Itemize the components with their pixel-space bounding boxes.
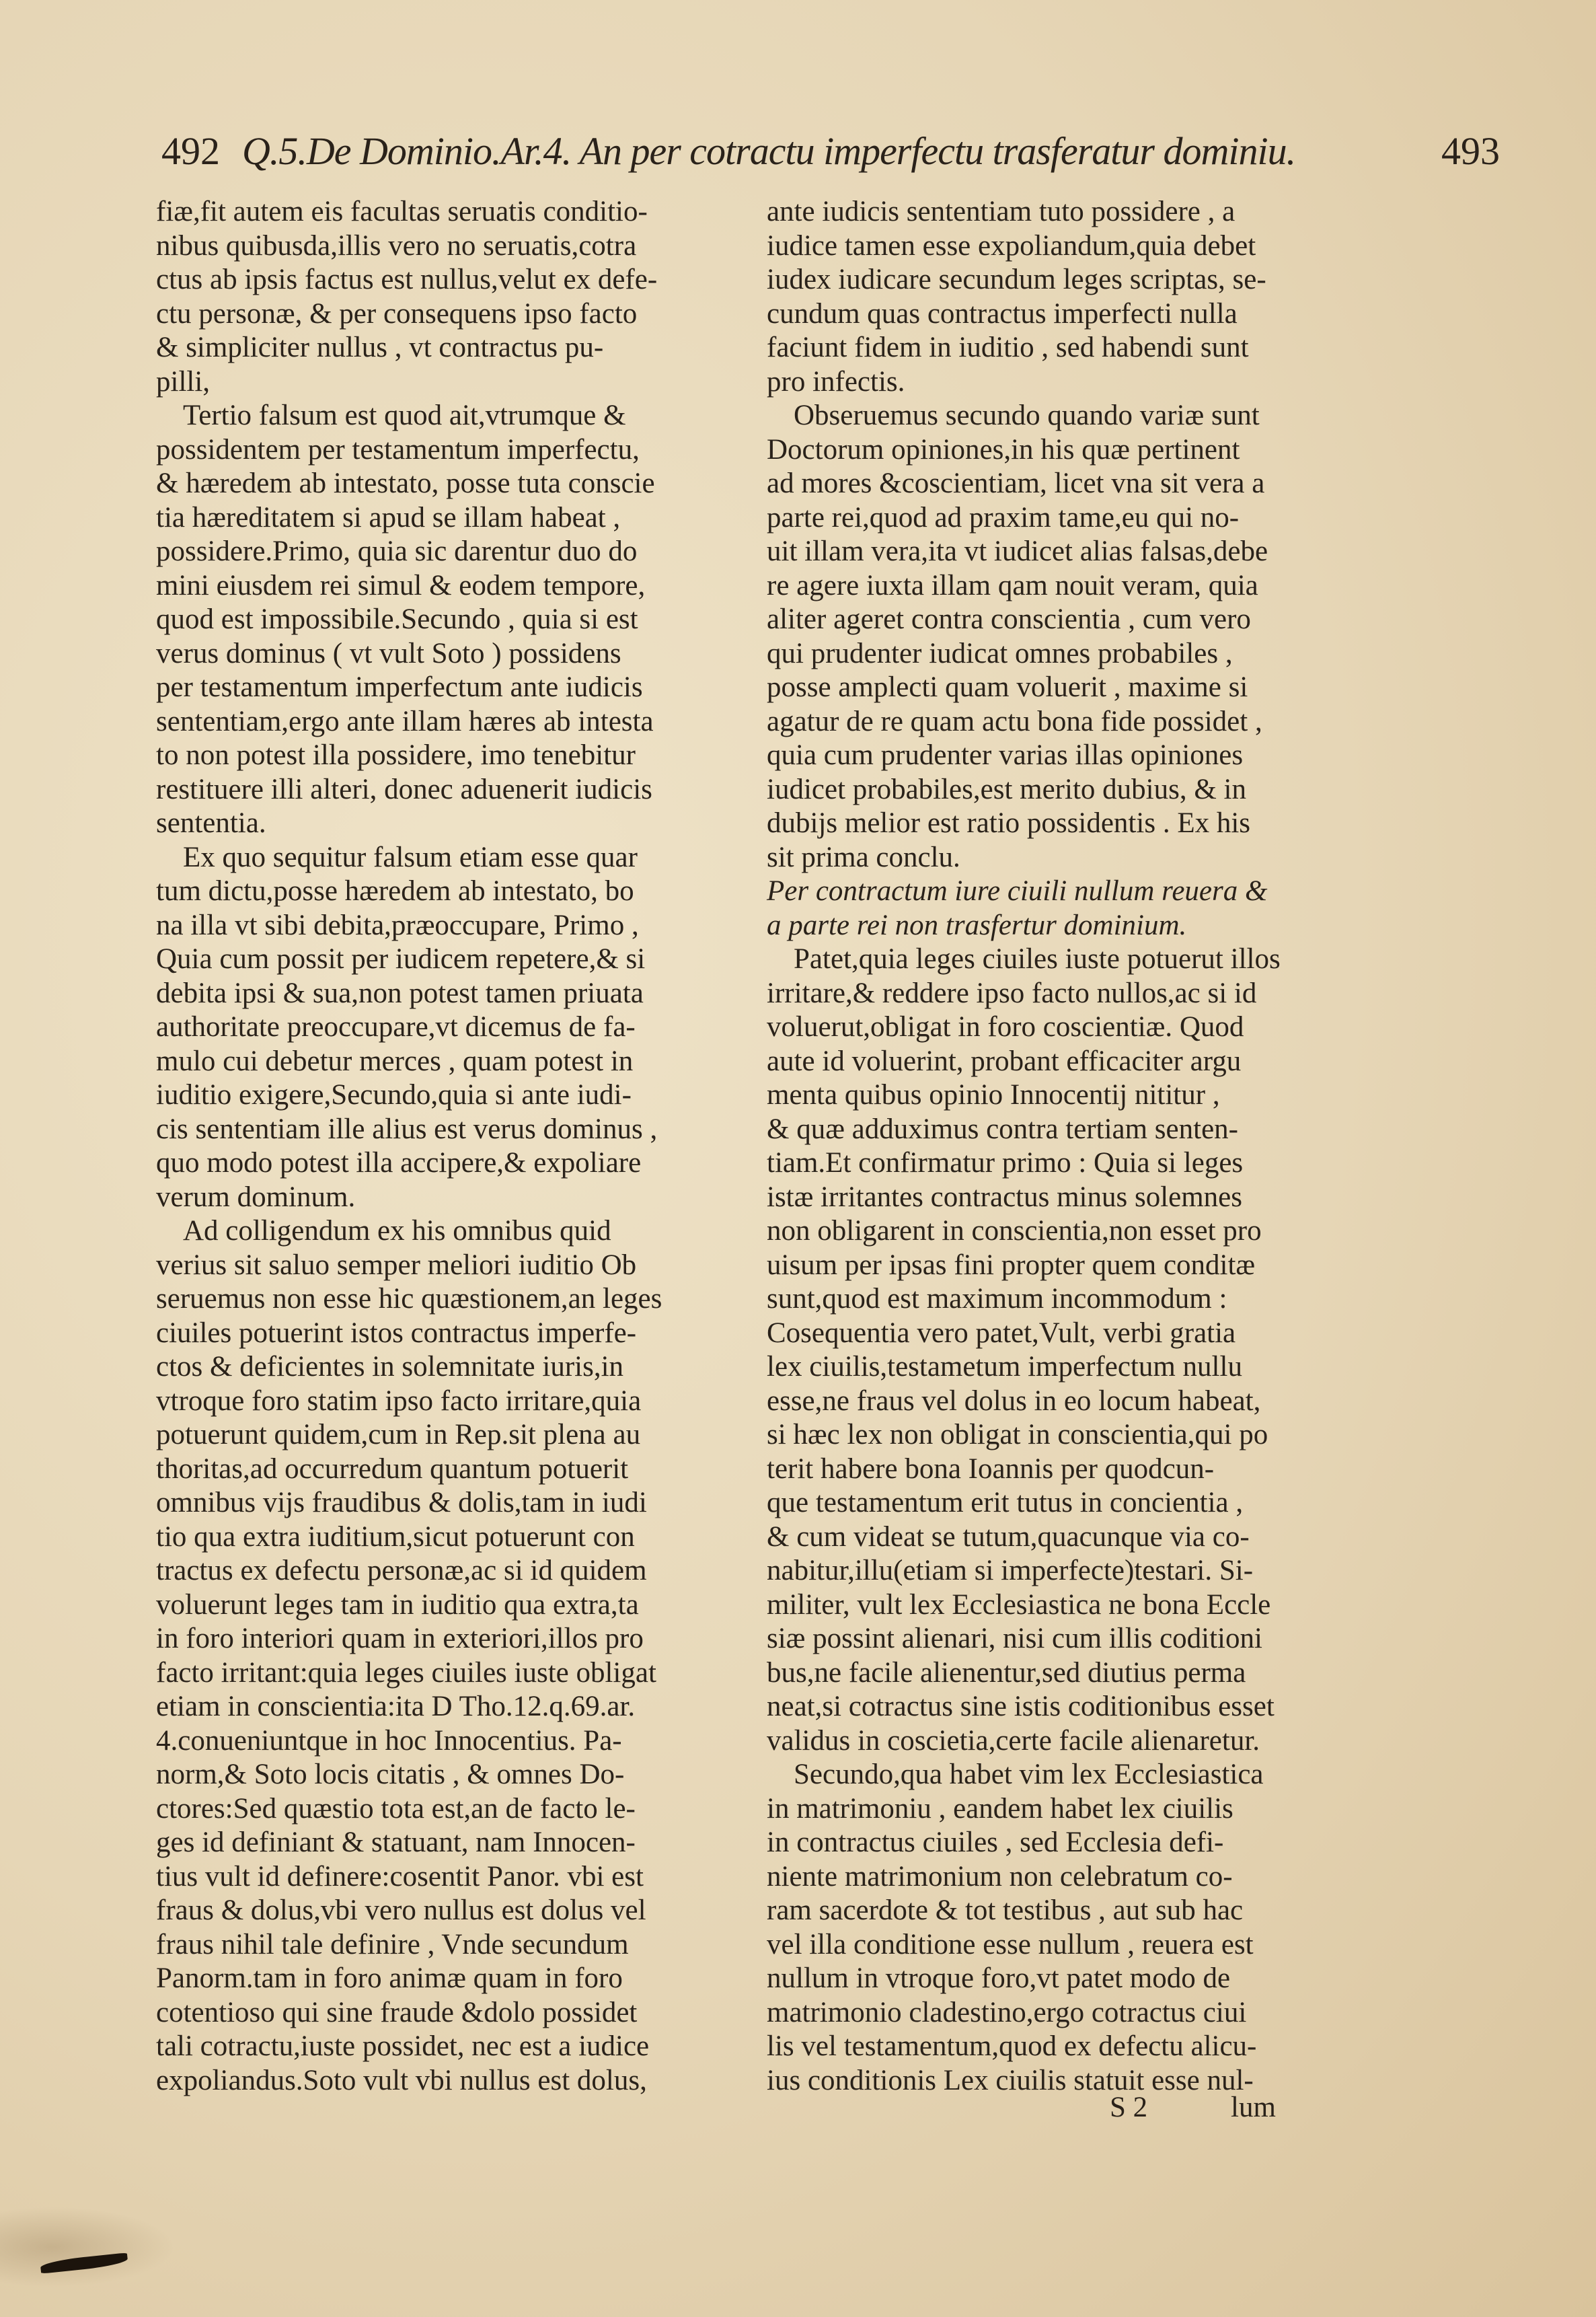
text-line: voluerut,obligat in foro coscientiæ. Quod: [767, 1011, 1244, 1043]
text-line: pilli,: [156, 365, 211, 398]
text-line: 4.conueniuntque in hoc Innocentius. Pa-: [156, 1724, 622, 1757]
text-line: lex ciuilis,testametum imperfectum nullu: [767, 1351, 1242, 1383]
text-line: Doctorum opiniones,in his quæ pertinent: [767, 433, 1240, 466]
text-line: aute id voluerint, probant efficaciter argu: [767, 1045, 1242, 1077]
text-line: istæ irritantes contractus minus solemnes: [767, 1181, 1243, 1213]
text-line: Cosequentia vero patet,Vult, verbi gratia: [767, 1317, 1236, 1349]
text-line: matrimonio cladestino,ergo cotractus ciui: [767, 1996, 1247, 2028]
text-line: in contractus ciuiles , sed Ecclesia defi-: [767, 1827, 1224, 1858]
text-line: non obligarent in conscientia,non esset pro: [767, 1215, 1262, 1247]
text-line: Obseruemus secundo quando variæ sunt: [794, 400, 1260, 431]
text-line: etiam in conscientia:ita D Tho.12.q.69.ar.: [156, 1691, 636, 1722]
text-line: posse amplecti quam voluerit , maxime si: [767, 671, 1248, 703]
text-line: Ad colligendum ex his omnibus quid: [183, 1215, 611, 1247]
text-line: & cum videat se tutum,quacunque via co-: [767, 1520, 1250, 1553]
text-line: tum dictu,posse hæredem ab intestato, bo: [156, 875, 634, 907]
text-line: tiam.Et confirmatur primo : Quia si leges: [767, 1147, 1244, 1179]
left-text-column: [156, 195, 714, 2098]
text-line: possidentem per testamentum imperfectu,: [156, 433, 640, 466]
text-line: tius vult id definere:cosentit Panor. vbi est: [156, 1860, 644, 1892]
text-line: iudice tamen esse expoliandum,quia debet: [767, 229, 1256, 262]
text-line: debita ipsi & sua,non potest tamen priuata: [156, 977, 644, 1009]
text-line: Per contractum iure ciuili nullum reuera &: [767, 875, 1268, 907]
text-line: tia hæreditatem si apud se illam habeat ,: [156, 501, 621, 534]
text-line: agatur de re quam actu bona fide possidet ,: [767, 705, 1262, 737]
text-line: validus in coscietia,certe facile alienaretur.: [767, 1724, 1260, 1757]
text-line: nullum in vtroque foro,vt patet modo de: [767, 1962, 1231, 1994]
text-line: ctus ab ipsis factus est nullus,velut ex defe-: [156, 264, 658, 295]
text-line: sententiam,ergo ante illam hæres ab intesta: [156, 705, 654, 737]
text-line: in matrimoniu , eandem habet lex ciuilis: [767, 1792, 1233, 1825]
text-line: norm,& Soto locis citatis , & omnes Do-: [156, 1759, 625, 1790]
text-line: sit prima conclu.: [767, 841, 960, 873]
text-line: ctu personæ, & per consequens ipso facto: [156, 297, 638, 330]
text-line: verius sit saluo semper meliori iuditio Ob: [156, 1249, 637, 1281]
text-line: nabitur,illu(etiam si imperfecte)testari. Si-: [767, 1555, 1254, 1586]
text-line: esse,ne fraus vel dolus in eo locum habeat,: [767, 1385, 1261, 1417]
text-line: ctos & deficientes in solemnitate iuris,in: [156, 1351, 624, 1383]
text-line: ram sacerdote & tot testibus , aut sub hac: [767, 1895, 1244, 1926]
text-line: parte rei,quod ad praxim tame,eu qui no-: [767, 501, 1240, 534]
text-line: aliter ageret contra conscientia , cum vero: [767, 603, 1251, 635]
text-line: Panorm.tam in foro animæ quam in foro: [156, 1962, 623, 1994]
text-line: faciunt fidem in iuditio , sed habendi sunt: [767, 332, 1249, 363]
text-line: menta quibus opinio Innocentij nititur ,: [767, 1079, 1220, 1111]
text-line: restituere illi alteri, donec aduenerit iudicis: [156, 773, 652, 805]
text-line: fiæ,fit autem eis facultas seruatis conditio-: [156, 196, 648, 227]
text-line: quia cum prudenter varias illas opiniones: [767, 739, 1244, 771]
text-line: pro infectis.: [767, 365, 905, 398]
text-line: verus dominus ( vt vult Soto ) possidens: [156, 637, 621, 669]
text-line: tali cotractu,iuste possidet, nec est a iudice: [156, 2030, 650, 2062]
text-line: & hæredem ab intestato, posse tuta conscie: [156, 468, 655, 499]
text-line: possidere.Primo, quia sic darentur duo do: [156, 536, 638, 567]
text-line: que testamentum erit tutus in concientia ,: [767, 1487, 1244, 1518]
text-line: sententia.: [156, 807, 266, 839]
text-line: fraus & dolus,vbi vero nullus est dolus vel: [156, 1895, 646, 1926]
text-line: qui prudenter iudicat omnes probabiles ,: [767, 637, 1233, 669]
right-text-column: [767, 195, 1291, 2098]
text-line: ad mores &coscientiam, licet vna sit vera a: [767, 468, 1265, 499]
text-line: na illa vt sibi debita,præoccupare, Primo ,: [156, 909, 639, 941]
text-line: Patet,quia leges ciuiles iuste potuerut illos: [794, 943, 1281, 975]
text-line: & simpliciter nullus , vt contractus pu-: [156, 332, 604, 363]
text-line: dubijs melior est ratio possidentis . Ex his: [767, 807, 1251, 839]
text-line: voluerunt leges tam in iuditio qua extra,ta: [156, 1588, 639, 1621]
text-line: uisum per ipsas fini propter quem conditæ: [767, 1249, 1256, 1281]
text-line: terit habere bona Ioannis per quodcun-: [767, 1452, 1215, 1485]
text-line: authoritate preoccupare,vt dicemus de fa-: [156, 1011, 636, 1043]
page-number-right: 493: [1441, 129, 1500, 173]
text-line: in foro interiori quam in exteriori,illos pro: [156, 1623, 644, 1654]
text-line: verum dominum.: [156, 1181, 356, 1213]
text-line: ante iudicis sententiam tuto possidere , a: [767, 196, 1236, 227]
text-line: quod est impossibile.Secundo , quia si est: [156, 603, 638, 635]
text-line: to non potest illa possidere, imo tenebitur: [156, 739, 636, 771]
text-line: ciuiles potuerint istos contractus imperfe-: [156, 1317, 637, 1349]
text-line: tractus ex defectu personæ,ac si id quidem: [156, 1555, 647, 1586]
text-line: expoliandus.Soto vult vbi nullus est dolus,: [156, 2064, 647, 2096]
page-number-left: 492: [161, 129, 220, 173]
page-stain: [0, 2207, 175, 2287]
text-line: seruemus non esse hic quæstionem,an leges: [156, 1283, 662, 1315]
text-line: thoritas,ad occurredum quantum potuerit: [156, 1452, 629, 1485]
running-head-title: Q.5.De Dominio.Ar.4. An per cotractu imperfectu trasferatur dominiu.: [242, 129, 1296, 173]
text-line: per testamentum imperfectum ante iudicis: [156, 671, 643, 703]
text-line: sunt,quod est maximum incommodum :: [767, 1283, 1227, 1315]
catchword: lum: [1231, 2092, 1276, 2123]
text-line: irritare,& reddere ipso facto nullos,ac si id: [767, 977, 1257, 1009]
text-line: Tertio falsum est quod ait,vtrumque &: [183, 400, 626, 431]
text-line: mulo cui debetur merces , quam potest in: [156, 1045, 634, 1077]
text-line: neat,si cotractus sine istis coditionibus esset: [767, 1691, 1275, 1722]
text-line: a parte rei non trasfertur dominium.: [767, 909, 1187, 941]
text-line: niente matrimonium non celebratum co-: [767, 1860, 1233, 1892]
text-line: omnibus vijs fraudibus & dolis,tam in iudi: [156, 1487, 647, 1518]
text-line: bus,ne facile alienentur,sed diutius perma: [767, 1656, 1246, 1689]
text-line: & quæ adduximus contra tertiam senten-: [767, 1113, 1238, 1145]
text-line: Ex quo sequitur falsum etiam esse quar: [183, 841, 638, 873]
text-line: militer, vult lex Ecclesiastica ne bona Eccle: [767, 1588, 1271, 1621]
text-line: uit illam vera,ita vt iudicet alias falsas,debe: [767, 536, 1268, 567]
text-line: cis sententiam ille alius est verus dominus ,: [156, 1113, 658, 1145]
text-line: cotentioso qui sine fraude &dolo possidet: [156, 1996, 638, 2028]
text-line: potuerunt quidem,cum in Rep.sit plena au: [156, 1419, 641, 1450]
text-line: re agere iuxta illam qam nouit veram, quia: [767, 569, 1258, 601]
text-line: ius conditionis Lex ciuilis statuit esse nul-: [767, 2064, 1254, 2096]
text-line: iuditio exigere,Secundo,quia si ante iudi-: [156, 1079, 632, 1111]
text-line: facto irritant:quia leges ciuiles iuste obligat: [156, 1656, 656, 1689]
text-line: cundum quas contractus imperfecti nulla: [767, 297, 1238, 330]
text-line: quo modo potest illa accipere,& expoliare: [156, 1147, 642, 1179]
text-line: mini eiusdem rei simul & eodem tempore,: [156, 569, 646, 601]
text-line: siæ possint alienari, nisi cum illis coditioni: [767, 1623, 1262, 1654]
text-line: tio qua extra iuditium,sicut potuerunt con: [156, 1520, 635, 1553]
signature-mark: S 2: [1110, 2092, 1148, 2123]
text-line: Secundo,qua habet vim lex Ecclesiastica: [794, 1759, 1264, 1790]
text-line: ctores:Sed quæstio tota est,an de facto le-: [156, 1792, 636, 1825]
text-line: ges id definiant & statuant, nam Innocen-: [156, 1827, 636, 1858]
text-line: vel illa conditione esse nullum , reuera est: [767, 1928, 1254, 1960]
text-line: Quia cum possit per iudicem repetere,& si: [156, 943, 646, 975]
text-line: nibus quibusda,illis vero no seruatis,cotra: [156, 229, 637, 262]
running-header: [161, 121, 1500, 182]
text-line: iudex iudicare secundum leges scriptas, se-: [767, 264, 1266, 295]
text-line: lis vel testamentum,quod ex defectu alicu-: [767, 2030, 1257, 2062]
text-line: si hæc lex non obligat in conscientia,qui po: [767, 1419, 1268, 1450]
text-line: vtroque foro statim ipso facto irritare,quia: [156, 1385, 642, 1417]
text-line: fraus nihil tale definire , Vnde secundum: [156, 1928, 629, 1960]
text-line: iudicet probabiles,est merito dubius, & in: [767, 773, 1246, 805]
